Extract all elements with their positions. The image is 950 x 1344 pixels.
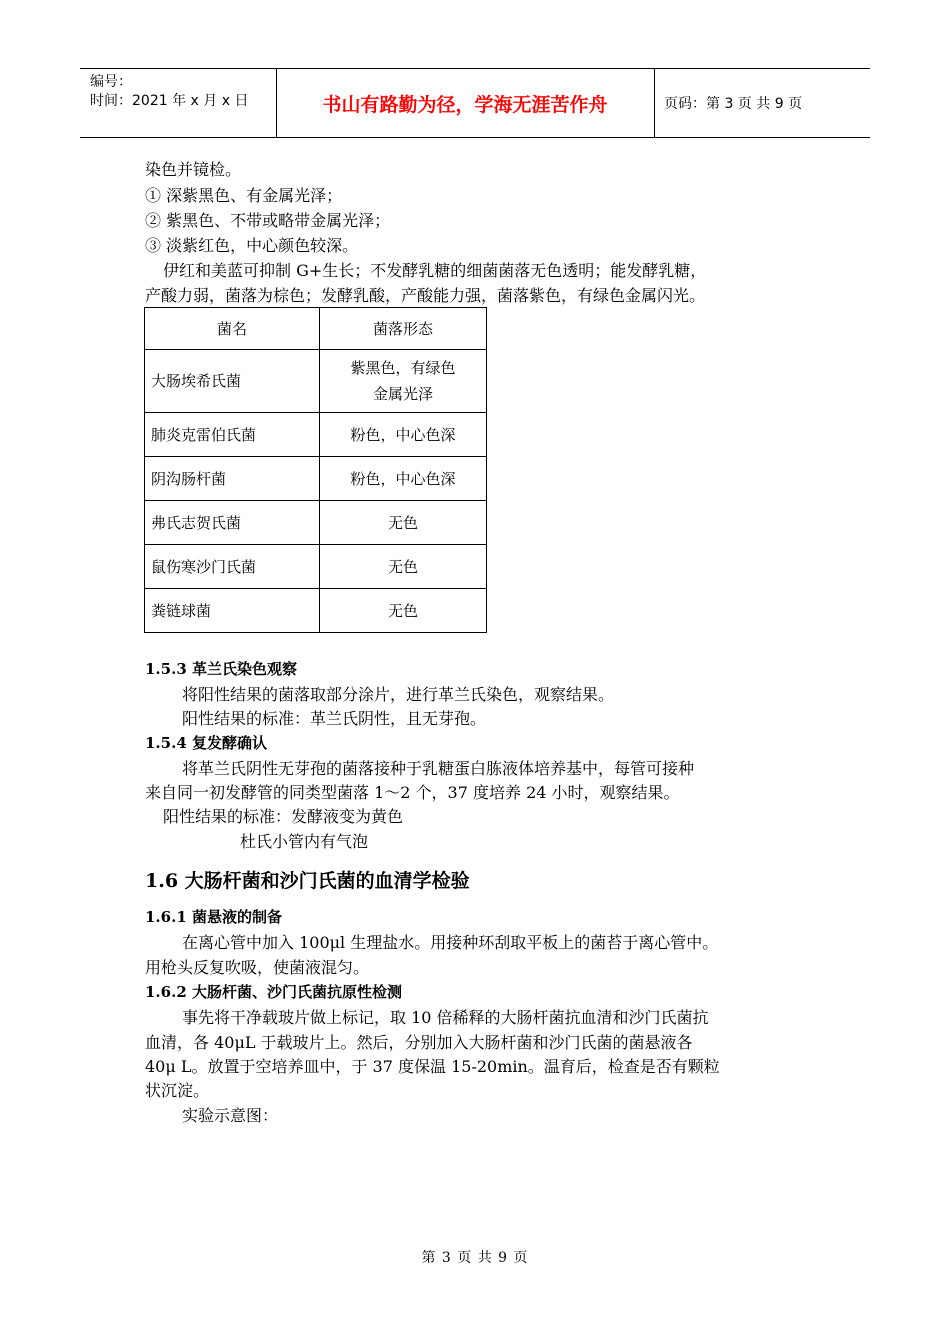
table-header-name: 菌名 xyxy=(145,308,320,350)
table-cell-form-line-2: 金属光泽 xyxy=(372,385,433,403)
table-cell-name: 大肠埃希氏菌 xyxy=(145,350,320,413)
section-1-6-1-line-1: 在离心管中加入 100μl 生理盐水。用接种环刮取平板上的菌苔于离心管中。 xyxy=(182,933,719,952)
table-cell-form: 粉色，中心色深 xyxy=(320,457,487,501)
section-title-1-5-4: 1.5.4 复发酵确认 xyxy=(145,734,267,752)
section-title-1-5-3: 1.5.3 革兰氏染色观察 xyxy=(145,660,297,678)
intro-paragraph-line-1: 伊红和美蓝可抑制 G+生长；不发酵乳糖的细菌菌落无色透明；能发酵乳糖， xyxy=(163,261,707,280)
table-header-row xyxy=(145,308,487,350)
table-header-form: 菌落形态 xyxy=(320,308,487,350)
table-row xyxy=(145,350,487,413)
table-cell-form-line-1: 紫黑色，有绿色 xyxy=(350,359,456,377)
header-page-number: 页码：第 3 页 共 9 页 xyxy=(664,96,803,112)
section-1-5-3-paragraph-1: 将阳性结果的菌落取部分涂片，进行革兰氏染色，观察结果。 xyxy=(182,685,615,704)
table-cell-form: 粉色，中心色深 xyxy=(320,413,487,457)
table-row xyxy=(145,545,487,589)
section-1-6-2-diagram-label: 实验示意图： xyxy=(182,1106,279,1125)
section-title-1-6-2: 1.6.2 大肠杆菌、沙门氏菌抗原性检测 xyxy=(145,983,402,1001)
section-1-6-2-line-2: 血清，各 40μL 于载玻片上。然后，分别加入大肠杆菌和沙门氏菌的菌悬液各 xyxy=(145,1033,693,1052)
section-1-6-2-line-4: 状沉淀。 xyxy=(145,1081,210,1100)
section-1-6-2-line-3: 40μ L。放置于空培养皿中，于 37 度保温 15-20min。温育后，检查是否有颗粒 xyxy=(145,1057,720,1076)
table-row xyxy=(145,501,487,545)
section-title-1-6: 1.6 大肠杆菌和沙门氏菌的血清学检验 xyxy=(145,870,470,892)
intro-line: 染色并镜检。 xyxy=(145,160,242,179)
table-cell-name: 鼠伤寒沙门氏菌 xyxy=(145,545,320,589)
intro-item-2: ② 紫黑色、不带或略带金属光泽； xyxy=(145,211,391,230)
section-1-6-1-line-2: 用枪头反复吹吸，使菌液混匀。 xyxy=(145,958,370,977)
table-cell-form: 无色 xyxy=(320,501,487,545)
section-1-5-4-line-2: 来自同一初发酵管的同类型菌落 1～2 个，37 度培养 24 小时，观察结果。 xyxy=(145,783,680,802)
section-1-5-3-paragraph-2: 阳性结果的标准：革兰氏阴性，且无芽孢。 xyxy=(182,709,487,728)
table-cell-name: 肺炎克雷伯氏菌 xyxy=(145,413,320,457)
table-row xyxy=(145,413,487,457)
document-date: 时间：2021 年 x 月 x 日 xyxy=(90,93,249,109)
section-1-5-4-line-1: 将革兰氏阴性无芽孢的菌落接种于乳糖蛋白胨液体培养基中，每管可接种 xyxy=(182,759,695,778)
document-number: 编号： xyxy=(90,74,132,90)
table-row xyxy=(145,589,487,633)
colony-table xyxy=(144,307,487,633)
page-header xyxy=(80,68,870,138)
table-cell-name: 粪链球菌 xyxy=(145,589,320,633)
intro-item-1: ① 深紫黑色、有金属光泽； xyxy=(145,186,343,205)
section-1-5-4-standard: 阳性结果的标准：发酵液变为黄色 xyxy=(163,807,404,826)
intro-item-3: ③ 淡紫红色，中心颜色较深。 xyxy=(145,236,359,255)
section-1-6-2-line-1: 事先将干净载玻片做上标记，取 10 倍稀释的大肠杆菌抗血清和沙门氏菌抗 xyxy=(182,1008,709,1027)
table-row xyxy=(145,457,487,501)
table-cell-form xyxy=(320,350,487,413)
table-cell-name: 弗氏志贺氏菌 xyxy=(145,501,320,545)
section-1-5-4-standard-2: 杜氏小管内有气泡 xyxy=(240,832,369,851)
intro-paragraph-line-2: 产酸力弱，菌落为棕色；发酵乳酸，产酸能力强，菌落紫色，有绿色金属闪光。 xyxy=(145,286,706,305)
page-footer: 第 3 页 共 9 页 xyxy=(421,1250,529,1266)
table-cell-form: 无色 xyxy=(320,589,487,633)
section-title-1-6-1: 1.6.1 菌悬液的制备 xyxy=(145,908,282,926)
header-motto: 书山有路勤为径，学海无涯苦作舟 xyxy=(322,93,608,116)
table-cell-form: 无色 xyxy=(320,545,487,589)
table-cell-name: 阴沟肠杆菌 xyxy=(145,457,320,501)
